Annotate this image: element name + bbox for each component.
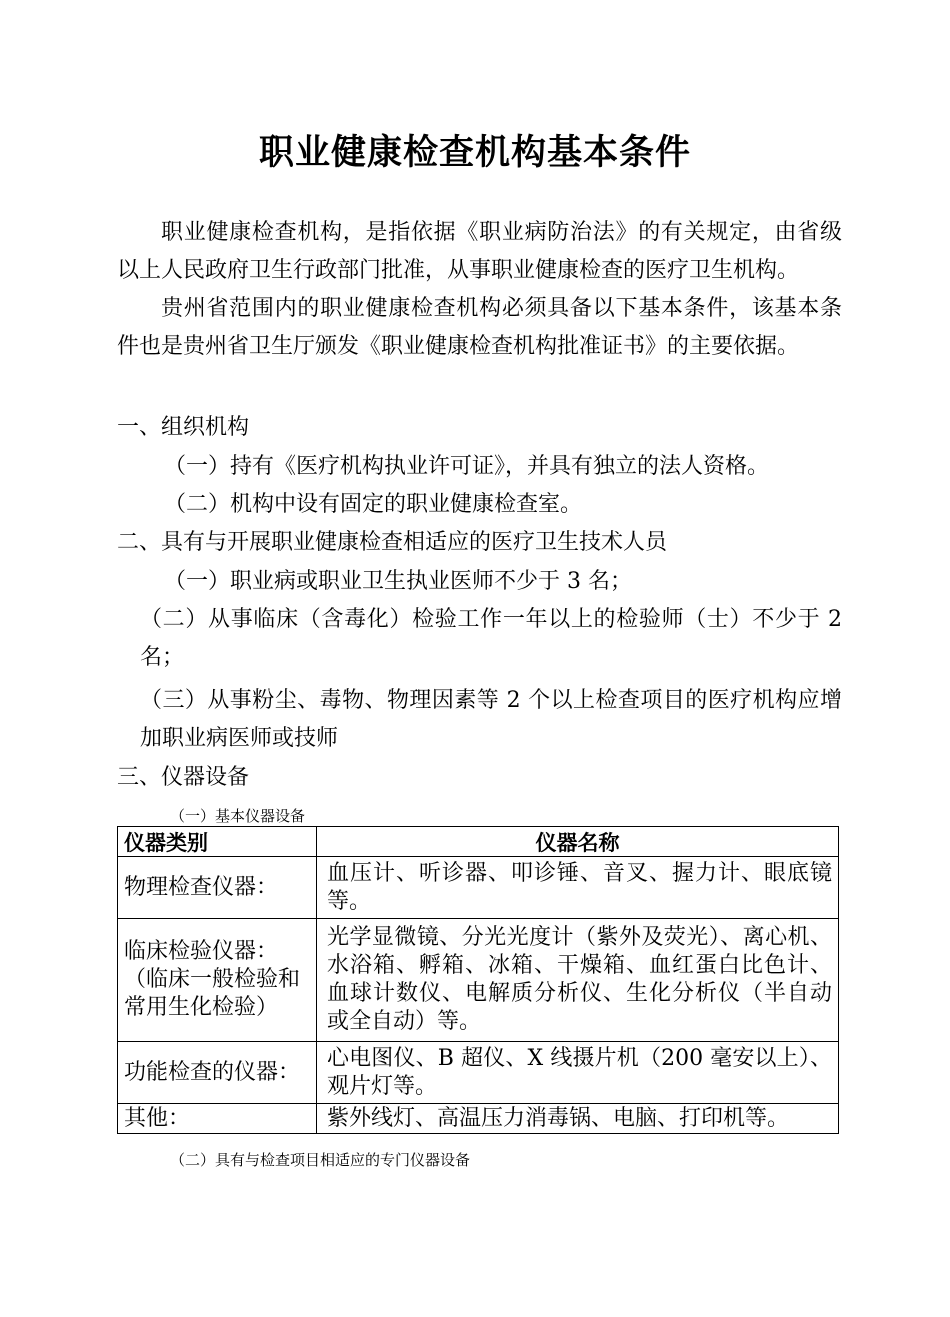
equipment-table	[117, 826, 839, 1134]
section-heading-personnel: 二、具有与开展职业健康检查相适应的医疗卫生技术人员	[117, 530, 668, 555]
table-row	[118, 1104, 839, 1134]
equipment-sub-heading-basic: （一）基本仪器设备	[170, 807, 306, 825]
table-cell-category: 临床检验仪器： （临床一般检验和常用生化检验）	[118, 919, 317, 1042]
table-cell-names: 心电图仪、B 超仪、X 线摄片机（200 毫安以上）、观片灯等。	[317, 1042, 839, 1104]
table-cell-category: 其他：	[118, 1104, 317, 1134]
table-cell-category: 物理检查仪器：	[118, 857, 317, 919]
personnel-item-2: （二）从事临床（含毒化）检验工作一年以上的检验师（士）不少于 2 名；	[140, 607, 842, 670]
organization-item-2: （二）机构中设有固定的职业健康检查室。	[164, 492, 583, 517]
table-header-name: 仪器名称	[317, 827, 839, 857]
table-row	[118, 1042, 839, 1104]
intro-paragraph-1: 职业健康检查机构，是指依据《职业病防治法》的有关规定，由省级以上人民政府卫生行政部门批准，从事职业健康检查的医疗卫生机构。	[117, 220, 842, 283]
table-row	[118, 857, 839, 919]
table-header-category: 仪器类别	[118, 827, 317, 857]
section-heading-equipment: 三、仪器设备	[117, 765, 250, 790]
table-header-row	[118, 827, 839, 857]
table-cell-category: 功能检查的仪器：	[118, 1042, 317, 1104]
organization-item-1: （一）持有《医疗机构执业许可证》，并具有独立的法人资格。	[164, 454, 770, 479]
personnel-item-3: （三）从事粉尘、毒物、物理因素等 2 个以上检查项目的医疗机构应增加职业病医师或技师	[140, 688, 842, 751]
table-cell-names: 紫外线灯、高温压力消毒锅、电脑、打印机等。	[317, 1104, 839, 1134]
personnel-item-1: （一）职业病或职业卫生执业医师不少于 3 名；	[164, 569, 632, 594]
table-row	[118, 919, 839, 1042]
section-heading-organization: 一、组织机构	[117, 415, 250, 440]
table-cell-names: 光学显微镜、分光光度计（紫外及荧光）、离心机、水浴箱、孵箱、冰箱、干燥箱、血红蛋白比色计、血球计数仪、电解质分析仪、生化分析仪（半自动或全自动）等。	[317, 919, 839, 1042]
intro-paragraph-2: 贵州省范围内的职业健康检查机构必须具备以下基本条件，该基本条件也是贵州省卫生厅颁发《职业健康检查机构批准证书》的主要依据。	[117, 296, 842, 359]
equipment-sub-heading-special: （二）具有与检查项目相适应的专门仪器设备	[170, 1151, 471, 1169]
document-title: 职业健康检查机构基本条件	[258, 133, 691, 173]
table-cell-names: 血压计、听诊器、叩诊锤、音叉、握力计、眼底镜等。	[317, 857, 839, 919]
